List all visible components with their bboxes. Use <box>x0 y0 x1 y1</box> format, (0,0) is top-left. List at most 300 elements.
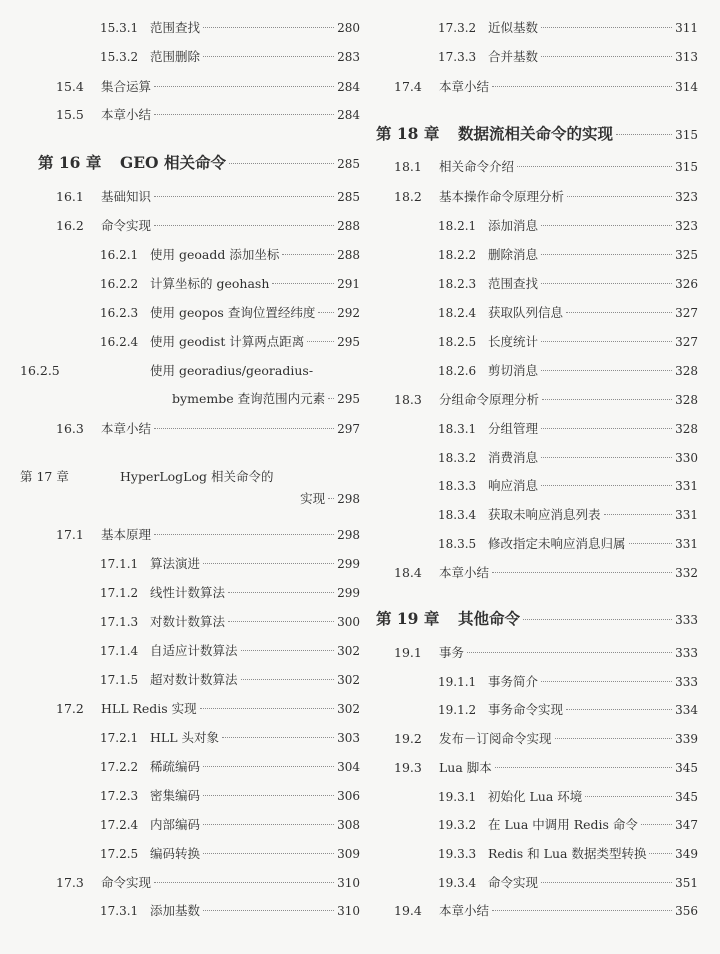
page-number: 308 <box>337 818 360 832</box>
entry-number: 18.2.4 <box>438 306 477 320</box>
subsection-entry <box>358 272 698 296</box>
entry-body <box>150 842 360 866</box>
entry-title: 编码转换 <box>150 846 201 861</box>
subsection-entry <box>20 330 360 354</box>
entry-body <box>439 899 698 923</box>
entry-title: 分组命令原理分析 <box>439 392 540 407</box>
page-number: 331 <box>675 479 698 493</box>
entry-title: 命令实现 <box>101 875 152 890</box>
section-entry <box>20 75 360 99</box>
subsection-entry <box>20 243 360 267</box>
page-number: 283 <box>337 50 360 64</box>
page-number: 311 <box>675 21 698 35</box>
page-number: 327 <box>675 335 698 349</box>
dot-leader <box>467 652 672 653</box>
entry-title: 范围删除 <box>150 49 201 64</box>
entry-number: 18.2.1 <box>438 219 477 233</box>
entry-body <box>488 301 698 325</box>
subsection-entry <box>358 670 698 694</box>
dot-leader <box>541 681 672 682</box>
subsection-entry <box>20 784 360 808</box>
dot-leader <box>541 457 672 458</box>
entry-body <box>150 813 360 837</box>
entry-body <box>439 185 698 209</box>
page-number: 349 <box>675 847 698 861</box>
entry-body <box>488 785 698 809</box>
section-entry <box>358 899 698 923</box>
entry-body <box>150 16 360 40</box>
dot-leader <box>492 910 672 911</box>
entry-number: 18.2.5 <box>438 335 477 349</box>
entry-title: 范围查找 <box>150 20 201 35</box>
entry-body <box>150 668 360 692</box>
entry-title: 基本原理 <box>101 527 152 542</box>
entry-body <box>439 155 698 179</box>
entry-title: 范围查找 <box>488 276 539 291</box>
entry-title-line1: HyperLogLog 相关命令的 <box>120 469 274 484</box>
entry-title: 稀疏编码 <box>150 759 201 774</box>
dot-leader <box>541 56 672 57</box>
entry-number: 17.2.4 <box>100 818 139 832</box>
entry-title: 本章小结 <box>439 79 490 94</box>
subsection-entry <box>20 359 360 409</box>
subsection-entry <box>358 785 698 809</box>
entry-body <box>488 503 698 527</box>
subsection-entry <box>358 446 698 470</box>
entry-number: 15.3.2 <box>100 50 139 64</box>
entry-body <box>101 523 360 547</box>
entry-body <box>150 899 360 923</box>
entry-title: 响应消息 <box>488 478 539 493</box>
entry-title: HLL Redis 实现 <box>101 701 197 716</box>
page-number: 334 <box>675 703 698 717</box>
dot-leader <box>203 824 334 825</box>
entry-number: 18.4 <box>394 565 422 580</box>
dot-leader <box>203 766 334 767</box>
page-number: 333 <box>675 646 698 660</box>
entry-number: 第 19 章 <box>376 609 440 628</box>
subsection-entry <box>20 45 360 69</box>
page-number: 284 <box>337 80 360 94</box>
subsection-entry <box>20 668 360 692</box>
page-number: 325 <box>675 248 698 262</box>
entry-number: 19.1 <box>394 645 422 660</box>
chapter-entry <box>358 120 698 148</box>
entry-title: 命令实现 <box>101 218 152 233</box>
subsection-entry <box>358 16 698 40</box>
section-entry <box>20 185 360 209</box>
entry-body <box>101 214 360 238</box>
entry-number: 17.2.1 <box>100 731 139 745</box>
entry-title: 基础知识 <box>101 189 152 204</box>
entry-body <box>488 698 698 722</box>
section-entry <box>20 871 360 895</box>
entry-title: 删除消息 <box>488 247 539 262</box>
entry-body <box>488 359 698 383</box>
entry-title: 基本操作命令原理分析 <box>439 189 565 204</box>
entry-title: 在 Lua 中调用 Redis 命令 <box>488 817 638 832</box>
entry-number: 17.2 <box>56 701 84 716</box>
entry-title: 自适应计数算法 <box>150 643 238 658</box>
entry-title: 修改指定未响应消息归属 <box>488 536 626 551</box>
dot-leader <box>541 428 672 429</box>
section-entry <box>20 214 360 238</box>
section-entry <box>358 561 698 585</box>
entry-number: 17.3 <box>56 875 84 890</box>
entry-body <box>150 301 360 325</box>
page-number: 302 <box>337 644 360 658</box>
entry-body <box>488 842 698 866</box>
entry-title: 本章小结 <box>101 421 152 436</box>
entry-title: bymembe 查询范围内元素 <box>172 391 326 406</box>
entry-body <box>150 243 360 267</box>
entry-body <box>150 552 360 576</box>
entry-body <box>439 75 698 99</box>
entry-number: 16.2.3 <box>100 306 139 320</box>
entry-body <box>488 446 698 470</box>
subsection-entry <box>358 871 698 895</box>
entry-number: 18.3.5 <box>438 537 477 551</box>
entry-body <box>488 532 698 556</box>
entry-body <box>150 272 360 296</box>
entry-number: 18.3.4 <box>438 508 477 522</box>
entry-body <box>488 417 698 441</box>
section-entry <box>358 641 698 665</box>
dot-leader <box>154 225 334 226</box>
subsection-entry <box>20 552 360 576</box>
page-number: 315 <box>675 128 698 142</box>
dot-leader <box>203 56 334 57</box>
entry-body <box>488 45 698 69</box>
entry-body <box>101 871 360 895</box>
entry-body <box>120 149 360 178</box>
page-number: 327 <box>675 306 698 320</box>
entry-number: 19.3.3 <box>438 847 477 861</box>
page-number: 331 <box>675 537 698 551</box>
page-number: 280 <box>337 21 360 35</box>
entry-number: 15.4 <box>56 79 84 94</box>
section-entry <box>358 75 698 99</box>
subsection-entry <box>20 813 360 837</box>
entry-body <box>488 214 698 238</box>
entry-body <box>488 871 698 895</box>
entry-number: 18.3.3 <box>438 479 477 493</box>
entry-title: 合并基数 <box>488 49 539 64</box>
dot-leader <box>272 283 334 284</box>
dot-leader <box>604 514 673 515</box>
dot-leader <box>541 254 672 255</box>
page-number: 292 <box>337 306 360 320</box>
subsection-entry <box>358 301 698 325</box>
entry-number: 第 16 章 <box>38 153 102 172</box>
subsection-entry <box>358 698 698 722</box>
page-number: 310 <box>337 876 360 890</box>
entry-body <box>150 581 360 605</box>
chapter-entry <box>358 605 698 633</box>
entry-body <box>458 120 698 149</box>
dot-leader <box>649 853 672 854</box>
entry-number: 17.2.5 <box>100 847 139 861</box>
subsection-entry <box>20 610 360 634</box>
entry-body <box>150 755 360 779</box>
subsection-entry <box>358 45 698 69</box>
entry-title: Lua 脚本 <box>439 760 492 775</box>
entry-body <box>439 388 698 412</box>
dot-leader <box>555 738 673 739</box>
page-number: 295 <box>337 335 360 349</box>
entry-title: 实现 <box>300 491 326 506</box>
subsection-entry <box>20 301 360 325</box>
entry-title: 本章小结 <box>439 903 490 918</box>
entry-body <box>101 697 360 721</box>
entry-number: 19.2 <box>394 731 422 746</box>
dot-leader <box>541 283 672 284</box>
section-entry <box>358 727 698 751</box>
entry-title: 事务 <box>439 645 465 660</box>
dot-leader <box>154 882 334 883</box>
subsection-entry <box>358 532 698 556</box>
entry-title: 其他命令 <box>458 609 521 628</box>
page-number: 303 <box>337 731 360 745</box>
dot-leader <box>203 795 334 796</box>
entry-number: 17.3.2 <box>438 21 477 35</box>
entry-title: 分组管理 <box>488 421 539 436</box>
dot-leader <box>318 312 334 313</box>
dot-leader <box>541 225 672 226</box>
entry-number: 17.3.3 <box>438 50 477 64</box>
dot-leader <box>328 498 334 499</box>
subsection-entry <box>358 330 698 354</box>
dot-leader <box>203 853 334 854</box>
dot-leader <box>517 166 672 167</box>
entry-body <box>101 103 360 127</box>
dot-leader <box>307 341 334 342</box>
entry-number: 17.3.1 <box>100 904 139 918</box>
entry-title: 获取队列信息 <box>488 305 564 320</box>
entry-number: 17.1.5 <box>100 673 139 687</box>
page-number: 323 <box>675 190 698 204</box>
entry-number: 18.3.2 <box>438 451 477 465</box>
dot-leader <box>241 679 335 680</box>
entry-number: 18.2 <box>394 189 422 204</box>
page-number: 288 <box>337 219 360 233</box>
dot-leader <box>282 254 334 255</box>
subsection-entry <box>20 639 360 663</box>
subsection-entry <box>358 243 698 267</box>
page-number: 304 <box>337 760 360 774</box>
dot-leader <box>542 399 672 400</box>
page-number: 291 <box>337 277 360 291</box>
dot-leader <box>523 619 672 620</box>
entry-title: 近似基数 <box>488 20 539 35</box>
page-number: 333 <box>675 613 698 627</box>
page-number: 351 <box>675 876 698 890</box>
entry-body <box>458 605 698 634</box>
entry-title: 数据流相关命令的实现 <box>458 124 614 143</box>
dot-leader <box>641 824 672 825</box>
entry-title: HLL 头对象 <box>150 730 219 745</box>
entry-title: 初始化 Lua 环境 <box>488 789 583 804</box>
entry-title: 本章小结 <box>439 565 490 580</box>
entry-title: 相关命令介绍 <box>439 159 515 174</box>
page-number: 315 <box>675 160 698 174</box>
dot-leader <box>567 196 672 197</box>
entry-title: 本章小结 <box>101 107 152 122</box>
entry-number: 19.3.2 <box>438 818 477 832</box>
entry-title: 集合运算 <box>101 79 152 94</box>
subsection-entry <box>358 417 698 441</box>
entry-title: 使用 geoadd 添加坐标 <box>150 247 280 262</box>
entry-body <box>488 272 698 296</box>
dot-leader <box>328 398 334 399</box>
entry-number: 17.1.2 <box>100 586 139 600</box>
page-number: 333 <box>675 675 698 689</box>
dot-leader <box>154 86 334 87</box>
entry-number: 17.1.4 <box>100 644 139 658</box>
subsection-entry <box>20 16 360 40</box>
subsection-entry <box>20 581 360 605</box>
page-number: 297 <box>337 422 360 436</box>
page-number: 328 <box>675 364 698 378</box>
page-number: 295 <box>337 392 360 406</box>
entry-number: 16.1 <box>56 189 84 204</box>
dot-leader <box>203 910 334 911</box>
entry-title: 长度统计 <box>488 334 539 349</box>
dot-leader <box>203 27 334 28</box>
subsection-entry <box>20 755 360 779</box>
entry-title: 发布－订阅命令实现 <box>439 731 552 746</box>
entry-body <box>150 330 360 354</box>
entry-title: 对数计数算法 <box>150 614 226 629</box>
page-number: 298 <box>337 492 360 506</box>
page-number: 314 <box>675 80 698 94</box>
entry-body <box>150 45 360 69</box>
page-number: 302 <box>337 702 360 716</box>
entry-body <box>439 641 698 665</box>
entry-number: 18.2.3 <box>438 277 477 291</box>
dot-leader <box>616 134 672 135</box>
entry-title: 计算坐标的 geohash <box>150 276 270 291</box>
entry-title: 密集编码 <box>150 788 201 803</box>
entry-body <box>101 417 360 441</box>
dot-leader <box>203 563 334 564</box>
page-number: 284 <box>337 108 360 122</box>
page-number: 299 <box>337 586 360 600</box>
entry-body <box>488 330 698 354</box>
entry-title: 使用 geodist 计算两点距离 <box>150 334 305 349</box>
entry-body <box>150 610 360 634</box>
entry-body <box>488 243 698 267</box>
subsection-entry <box>358 813 698 837</box>
entry-number: 18.1 <box>394 159 422 174</box>
page-number: 339 <box>675 732 698 746</box>
page-number: 309 <box>337 847 360 861</box>
entry-title: 获取未响应消息列表 <box>488 507 601 522</box>
subsection-entry <box>358 503 698 527</box>
page-number: 285 <box>337 157 360 171</box>
subsection-entry <box>20 726 360 750</box>
entry-body <box>172 387 360 411</box>
dot-leader <box>495 767 672 768</box>
section-entry <box>358 756 698 780</box>
entry-body <box>101 185 360 209</box>
entry-body <box>439 561 698 585</box>
entry-number: 18.3 <box>394 392 422 407</box>
entry-title: 命令实现 <box>488 875 539 890</box>
entry-title: 事务命令实现 <box>488 702 564 717</box>
dot-leader <box>200 708 334 709</box>
dot-leader <box>154 428 334 429</box>
entry-title: GEO 相关命令 <box>120 153 226 172</box>
subsection-entry <box>358 214 698 238</box>
entry-body <box>439 727 698 751</box>
entry-number: 16.2.2 <box>100 277 139 291</box>
subsection-entry <box>358 359 698 383</box>
entry-title-line1: 使用 georadius/georadius- <box>150 363 314 378</box>
entry-title: Redis 和 Lua 数据类型转换 <box>488 846 647 861</box>
entry-number: 16.2.5 <box>20 363 60 378</box>
subsection-entry <box>358 842 698 866</box>
entry-number: 16.2.4 <box>100 335 139 349</box>
page-number: 326 <box>675 277 698 291</box>
entry-title: 消费消息 <box>488 450 539 465</box>
dot-leader <box>629 543 673 544</box>
entry-number: 19.1.2 <box>438 703 477 717</box>
page-number: 313 <box>675 50 698 64</box>
entry-body <box>150 784 360 808</box>
entry-number: 第 18 章 <box>376 124 440 143</box>
entry-title: 剪切消息 <box>488 363 539 378</box>
entry-number: 17.2.3 <box>100 789 139 803</box>
chapter-entry <box>20 149 360 177</box>
page-number: 347 <box>675 818 698 832</box>
dot-leader <box>541 370 672 371</box>
entry-number: 16.3 <box>56 421 84 436</box>
dot-leader <box>566 312 672 313</box>
page-number: 330 <box>675 451 698 465</box>
dot-leader <box>154 534 334 535</box>
section-entry <box>358 185 698 209</box>
entry-title: 线性计数算法 <box>150 585 226 600</box>
dot-leader <box>541 27 672 28</box>
page-number: 328 <box>675 422 698 436</box>
entry-title: 使用 geopos 查询位置经纬度 <box>150 305 316 320</box>
page-number: 345 <box>675 790 698 804</box>
entry-body <box>150 639 360 663</box>
chapter-entry <box>20 463 360 513</box>
page-number: 298 <box>337 528 360 542</box>
page-number: 300 <box>337 615 360 629</box>
entry-body <box>101 75 360 99</box>
page-number: 331 <box>675 508 698 522</box>
entry-number: 19.1.1 <box>438 675 477 689</box>
dot-leader <box>154 196 334 197</box>
dot-leader <box>228 621 334 622</box>
entry-body <box>488 474 698 498</box>
dot-leader <box>566 709 672 710</box>
dot-leader <box>541 341 672 342</box>
entry-title: 事务简介 <box>488 674 539 689</box>
entry-body <box>439 756 698 780</box>
section-entry <box>20 417 360 441</box>
section-entry <box>20 697 360 721</box>
page-number: 285 <box>337 190 360 204</box>
entry-title: 内部编码 <box>150 817 201 832</box>
subsection-entry <box>20 272 360 296</box>
entry-number: 19.3 <box>394 760 422 775</box>
entry-number: 18.2.2 <box>438 248 477 262</box>
page-number: 288 <box>337 248 360 262</box>
